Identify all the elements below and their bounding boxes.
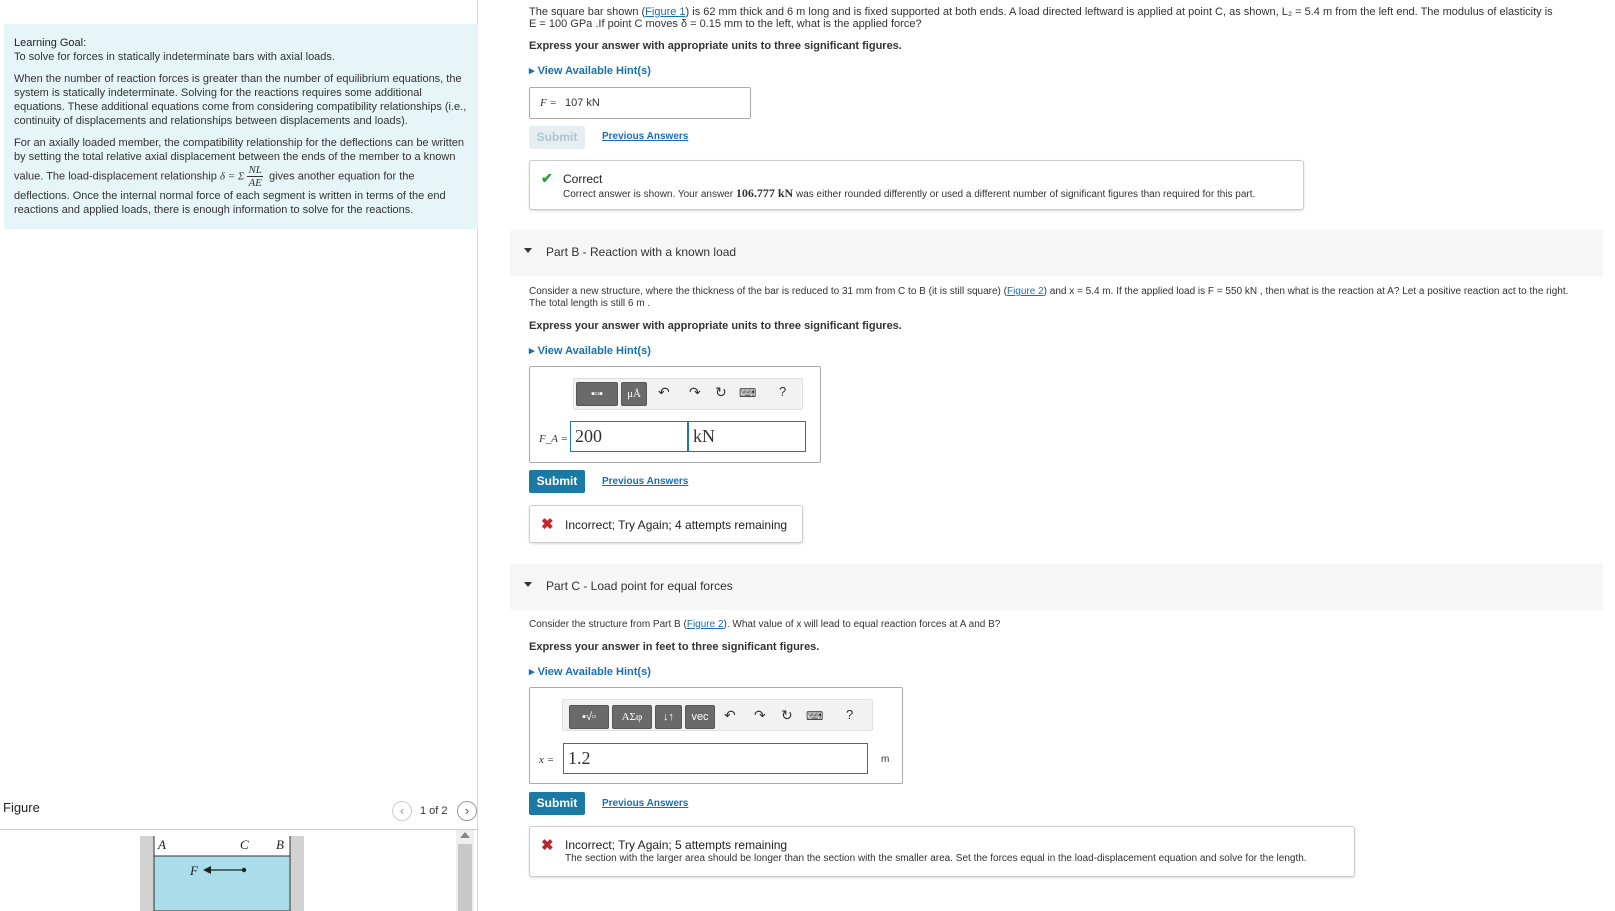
part-c-answer-label: x =: [539, 754, 555, 766]
templates-icon[interactable]: ▪√▫: [569, 705, 609, 729]
part-c-value-input[interactable]: 1.2: [563, 743, 868, 774]
part-c-unit-label: m: [881, 754, 890, 765]
part-c-answer-box: [529, 687, 903, 784]
redo-icon[interactable]: ↷: [754, 707, 766, 723]
part-c-header[interactable]: [510, 564, 1603, 610]
part-b-value-input[interactable]: 200: [570, 421, 688, 452]
formula-lhs: δ = Σ: [219, 170, 245, 183]
figure-counter: 1 of 2: [420, 805, 448, 817]
part-c-toolbar: [562, 699, 873, 731]
load-point: [242, 868, 246, 872]
check-icon: ✔: [541, 170, 553, 186]
part-b-feedback-text: Incorrect; Try Again; 4 attempts remaining: [565, 518, 788, 532]
part-b-instruction: Express your answer with appropriate units to three significant figures.: [529, 320, 902, 332]
part-c-hint-toggle[interactable]: ▸ View Available Hint(s): [529, 665, 651, 678]
part-b-answer-label: F_A =: [539, 433, 568, 445]
x-mark-icon: ✖: [541, 516, 554, 533]
x-mark-icon: ✖: [541, 837, 554, 854]
help-icon[interactable]: ?: [846, 707, 854, 722]
part-a-previous-answers-link[interactable]: Previous Answers: [602, 131, 689, 142]
undo-icon[interactable]: ↶: [724, 707, 736, 723]
part-b-toolbar: [573, 378, 803, 410]
left-pane: [0, 0, 478, 911]
figure-2-link[interactable]: Figure 2: [686, 619, 724, 630]
right-support: [290, 836, 304, 911]
chevron-right-icon[interactable]: ›: [457, 801, 477, 821]
part-b-previous-answers-link[interactable]: Previous Answers: [602, 476, 689, 487]
undo-icon[interactable]: ↶: [658, 384, 670, 400]
help-icon[interactable]: ?: [779, 384, 787, 399]
label-b: B: [276, 837, 284, 852]
part-b-feedback: [529, 505, 803, 543]
formula-fraction: $\frac{NL}{AE}$: [248, 164, 262, 189]
part-b-answer-box: [529, 366, 821, 463]
reset-icon[interactable]: ↻: [781, 707, 793, 723]
left-support: [140, 836, 154, 911]
part-c-feedback: [529, 826, 1355, 877]
part-b-unit-input[interactable]: kN: [688, 421, 806, 452]
part-c-submit-button[interactable]: Submit: [529, 792, 585, 815]
main-content: [529, 0, 1615, 911]
part-a-answer-value: 107 kN: [565, 97, 600, 109]
figure-image: [0, 836, 458, 911]
subscript-icon[interactable]: ↓↑: [655, 705, 682, 729]
part-c-question: Consider the structure from Part B (Figure 2). What value of x will lead to equal reaction forces at A and B?: [529, 619, 1001, 630]
part-c-title: Part C - Load point for equal forces: [546, 579, 733, 593]
part-a-instruction: Express your answer with appropriate units to three significant figures.: [529, 40, 902, 52]
vector-icon[interactable]: vec: [685, 705, 715, 729]
part-b-hint-toggle[interactable]: ▸ View Available Hint(s): [529, 344, 651, 357]
units-icon[interactable]: μÅ: [621, 382, 647, 406]
collapse-triangle-icon[interactable]: [524, 248, 532, 253]
learning-goal-heading: Learning Goal:: [14, 37, 87, 49]
reset-icon[interactable]: ↻: [715, 384, 727, 400]
part-a-feedback-text: Correct answer is shown. Your answer 106.777 kN was either rounded differently or used a different number of significant figures than required for this part.: [563, 186, 1256, 200]
templates-icon[interactable]: ▪▫▪: [576, 382, 618, 406]
figure-2-link[interactable]: Figure 2: [1006, 286, 1044, 297]
part-a-answer-label: F =: [540, 97, 557, 109]
learning-goal-paragraph-2: For an axially loaded member, the compatibility relationship for the deflections can be written by setting the total relative axial displacement between the ends of the member to a known value. The load-displacement relationship δ = Σ $\frac{NL}{AE}$ gives another equation for the deflections. Once the internal normal force of each segment is written in terms of the end reactions and applied loads, there is enough information to solve for the reactions.: [14, 137, 465, 216]
part-c-feedback-title: Incorrect; Try Again; 5 attempts remaining: [565, 838, 788, 852]
bar: [154, 856, 290, 911]
learning-goal-panel: [4, 24, 478, 229]
figure-title: Figure: [3, 800, 40, 815]
part-c-feedback-text: The section with the larger area should be longer than the section with the smaller area. Set the forces equal in the load-displacement equation and solve for the length.: [565, 853, 1307, 864]
part-a-submit-button[interactable]: Submit: [529, 126, 585, 149]
part-a-feedback: [529, 160, 1304, 210]
part-a-answer-box: [529, 87, 751, 119]
figure-scrollbar[interactable]: [456, 830, 474, 911]
part-b-header[interactable]: [510, 230, 1603, 276]
part-a-feedback-title: Correct: [563, 172, 603, 186]
greek-letters-icon[interactable]: ΑΣφ: [612, 705, 652, 729]
part-b-submit-button[interactable]: Submit: [529, 470, 585, 493]
label-f: F: [190, 863, 198, 878]
figure-1-link[interactable]: Figure 1: [645, 6, 686, 18]
label-a: A: [158, 837, 166, 852]
part-a-hint-toggle[interactable]: ▸ View Available Hint(s): [529, 64, 651, 77]
figure-header: [0, 800, 478, 830]
part-c-instruction: Express your answer in feet to three significant figures.: [529, 641, 820, 653]
label-c: C: [240, 837, 249, 852]
chevron-left-icon[interactable]: ‹: [392, 801, 412, 821]
keyboard-icon[interactable]: ⌨: [806, 709, 824, 723]
keyboard-icon[interactable]: ⌨: [739, 386, 757, 400]
redo-icon[interactable]: ↷: [689, 384, 701, 400]
learning-goal-subheading: To solve for forces in statically indeterminate bars with axial loads.: [14, 51, 335, 63]
collapse-triangle-icon[interactable]: [524, 582, 532, 587]
part-c-previous-answers-link[interactable]: Previous Answers: [602, 798, 689, 809]
part-b-title: Part B - Reaction with a known load: [546, 245, 737, 259]
part-b-question: Consider a new structure, where the thickness of the bar is reduced to 31 mm from C to B (it is still square) (Figure 2) and x = 5.4 m. If the applied load is F = 550 kN , then what is the reaction at A? Let a positive reaction act to the right. The total length is still 6 m .: [529, 286, 1569, 309]
learning-goal-paragraph-1: When the number of reaction forces is greater than the number of equilibrium equations, the system is statically indeterminate. Solving for the reactions requires some additional equations. These additional equations come from considering compatibility relationships (i.e., continuity of displacements and relationships between displacements and loads).: [14, 73, 467, 127]
part-a-question: The square bar shown (Figure 1) is 62 mm thick and 6 m long and is fixed supported at both ends. A load directed leftward is applied at point C, as shown, L₂ = 5.4 m from the left end. The modulus of elasticity is E = 100 GPa .If point C moves δ = 0.15 mm to the left, what is the applied force?: [529, 6, 1553, 30]
